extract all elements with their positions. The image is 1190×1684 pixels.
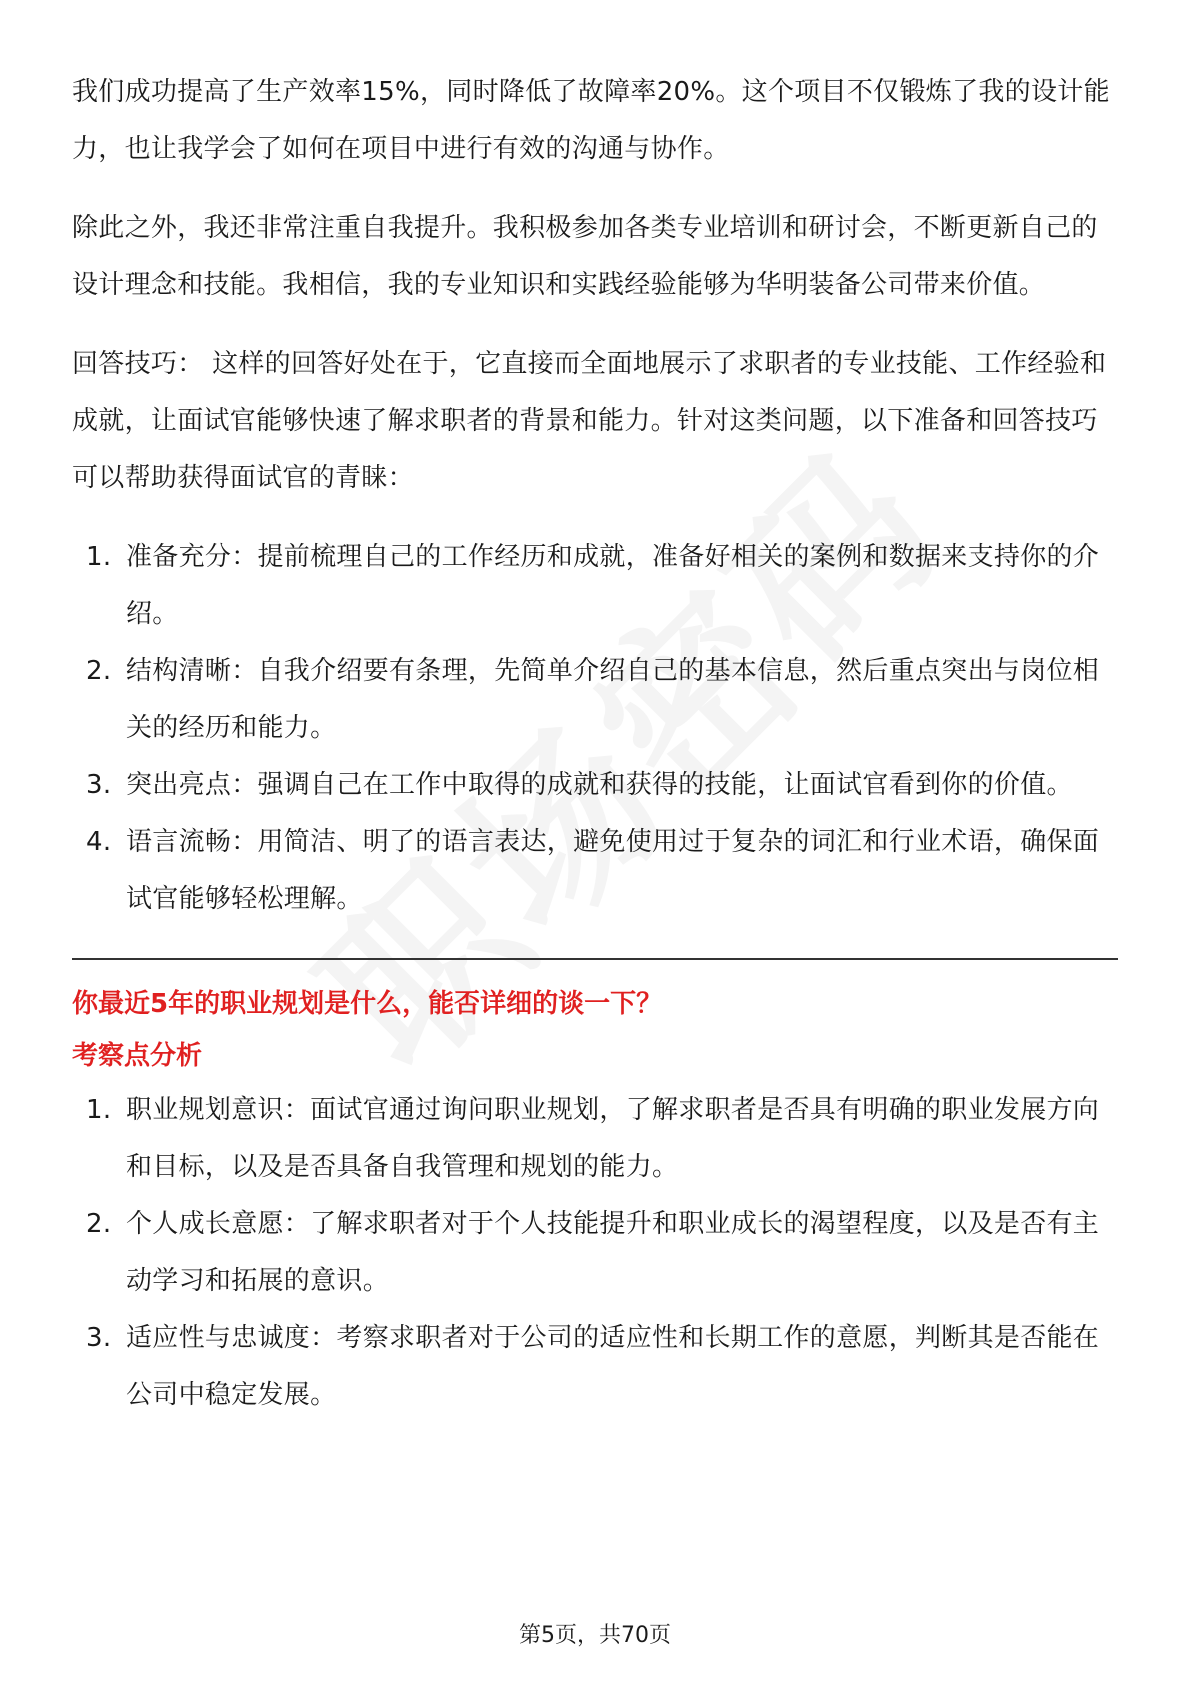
section-divider [72, 958, 1118, 960]
list-number: 1. [86, 542, 112, 572]
list-number: 3. [86, 1323, 112, 1353]
paragraph-project-result: 我们成功提高了生产效率15%，同时降低了故障率20%。这个项目不仅锻炼了我的设计能力，也让我学会了如何在项目中进行有效的沟通与协作。 [72, 77, 1110, 164]
question-heading: 你最近5年的职业规划是什么，能否详细的谈一下？ [72, 989, 663, 1019]
list-number: 1. [86, 1095, 112, 1125]
paragraph-answer-tips: 回答技巧： 这样的回答好处在于，它直接而全面地展示了求职者的专业技能、工作经验和成就，让面试官能够快速了解求职者的背景和能力。针对这类问题，以下准备和回答技巧可以帮助获得面试官的青睐： [72, 349, 1107, 493]
list-item [72, 1310, 1118, 1424]
analysis-list [72, 1082, 1118, 1424]
page-footer: 第5页，共70页 [519, 1623, 671, 1648]
list-item-text: 适应性与忠诚度：考察求职者对于公司的适应性和长期工作的意愿，判断其是否能在公司中稳定发展。 [126, 1323, 1100, 1410]
list-number: 3. [86, 770, 112, 800]
list-item [72, 529, 1118, 643]
list-item [72, 1082, 1118, 1196]
list-item [72, 643, 1118, 757]
page-content [72, 64, 1118, 1424]
list-item-text: 准备充分：提前梳理自己的工作经历和成就，准备好相关的案例和数据来支持你的介绍。 [126, 542, 1100, 629]
list-number: 4. [86, 827, 112, 857]
list-item [72, 814, 1118, 928]
list-item-text: 突出亮点：强调自己在工作中取得的成就和获得的技能，让面试官看到你的价值。 [126, 770, 1073, 800]
list-item-text: 职业规划意识：面试官通过询问职业规划，了解求职者是否具有明确的职业发展方向和目标，以及是否具备自我管理和规划的能力。 [126, 1095, 1100, 1182]
list-number: 2. [86, 656, 112, 686]
list-item-text: 语言流畅：用简洁、明了的语言表达，避免使用过于复杂的词汇和行业术语，确保面试官能够轻松理解。 [126, 827, 1100, 914]
list-item-text: 个人成长意愿：了解求职者对于个人技能提升和职业成长的渴望程度，以及是否有主动学习和拓展的意识。 [126, 1209, 1100, 1296]
list-item [72, 1196, 1118, 1310]
paragraph-self-improvement: 除此之外，我还非常注重自我提升。我积极参加各类专业培训和研讨会，不断更新自己的设计理念和技能。我相信，我的专业知识和实践经验能够为华明装备公司带来价值。 [72, 213, 1098, 300]
analysis-heading: 考察点分析 [72, 1041, 203, 1071]
tips-list [72, 529, 1118, 928]
list-item [72, 757, 1118, 814]
list-number: 2. [86, 1209, 112, 1239]
list-item-text: 结构清晰：自我介绍要有条理，先简单介绍自己的基本信息，然后重点突出与岗位相关的经历和能力。 [126, 656, 1100, 743]
